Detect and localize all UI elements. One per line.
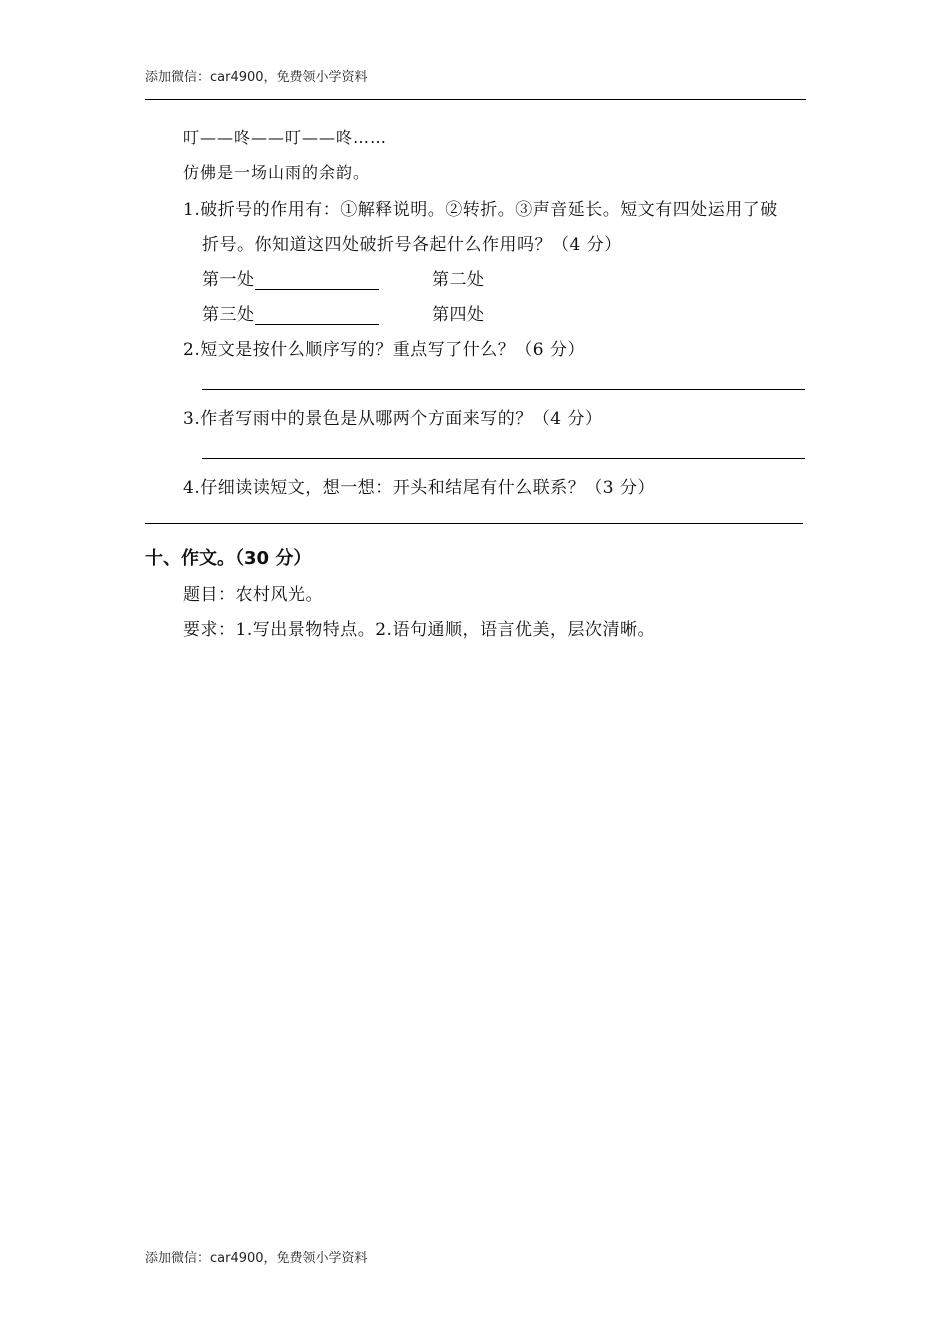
passage-line-1: 叮——咚——叮——咚…… <box>183 128 388 147</box>
passage-line-2: 仿佛是一场山雨的余韵。 <box>183 163 371 182</box>
question-1-line-2: 折号。你知道这四处破折号各起什么作用吗？（4 分） <box>202 235 622 255</box>
composition-requirements: 要求：1.写出景物特点。2.语句通顺，语言优美，层次清晰。 <box>183 620 655 640</box>
section-heading-composition: 十、作文。（30 分） <box>145 548 312 569</box>
answer-blank-3[interactable] <box>255 306 379 325</box>
question-4: 4.仔细读读短文，想一想：开头和结尾有什么联系？（3 分） <box>183 478 655 498</box>
blank-label-2: 第二处 <box>432 270 485 290</box>
question-1-line-1: 1.破折号的作用有：①解释说明。②转折。③声音延长。短文有四处运用了破 <box>183 200 778 220</box>
section-divider <box>145 523 803 524</box>
blank-label-4: 第四处 <box>432 305 485 325</box>
page-footer: 添加微信：car4900，免费领小学资料 <box>145 1251 368 1266</box>
answer-line-3[interactable] <box>202 458 805 459</box>
composition-title: 题目：农村风光。 <box>183 585 323 605</box>
blank-label-3: 第三处 <box>202 305 255 325</box>
question-3: 3.作者写雨中的景色是从哪两个方面来写的？（4 分） <box>183 409 603 429</box>
header-rule <box>145 99 806 100</box>
answer-row-2 <box>202 300 379 325</box>
answer-blank-1[interactable] <box>255 271 379 290</box>
answer-line-2[interactable] <box>202 389 805 390</box>
answer-row-1 <box>202 265 379 290</box>
blank-label-1: 第一处 <box>202 270 255 290</box>
question-2: 2.短文是按什么顺序写的？重点写了什么？（6 分） <box>183 340 585 360</box>
page-header: 添加微信：car4900，免费领小学资料 <box>145 70 368 85</box>
